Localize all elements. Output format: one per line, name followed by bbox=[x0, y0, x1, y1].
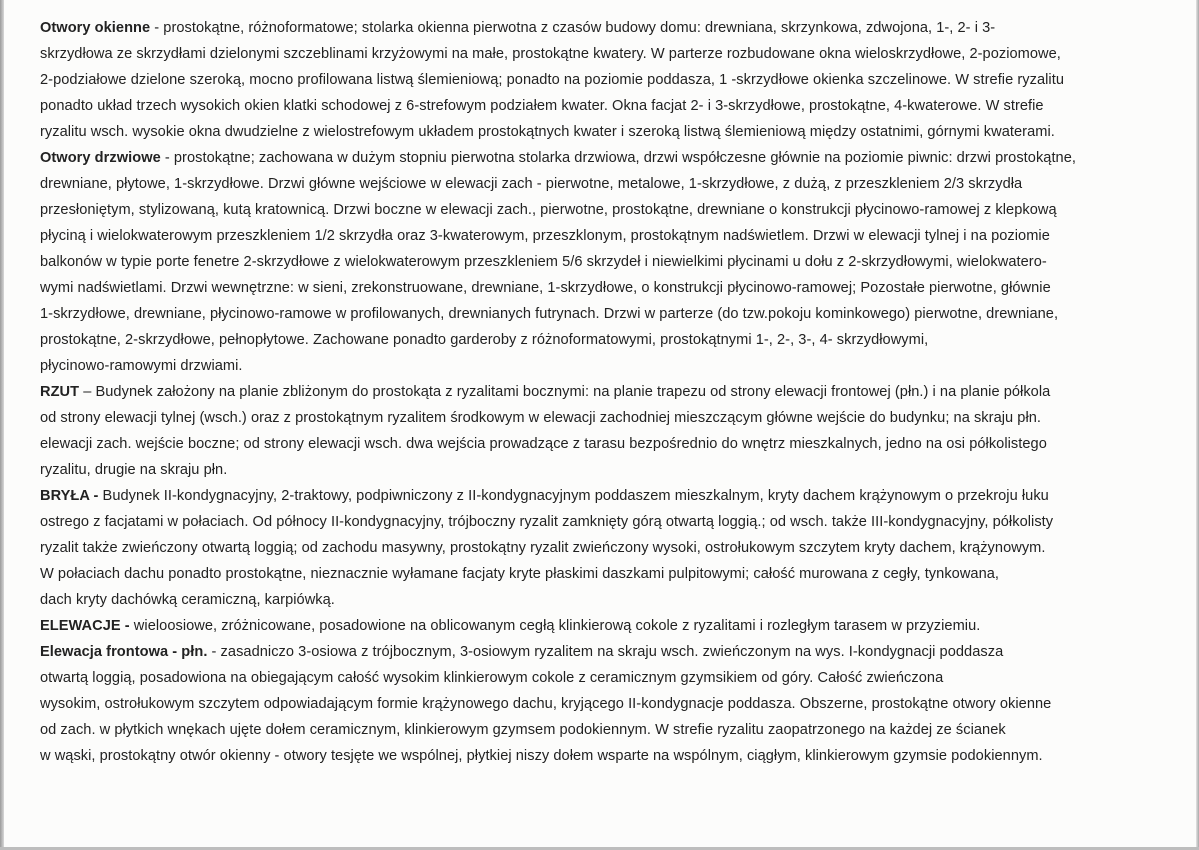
text-line bbox=[40, 303, 1058, 326]
text-line bbox=[40, 95, 1044, 118]
section-heading: Elewacja frontowa - płn. bbox=[40, 644, 208, 660]
text-line bbox=[40, 719, 1006, 742]
text-line bbox=[40, 459, 227, 482]
section-heading: Otwory okienne bbox=[40, 20, 151, 36]
line-text: - zasadniczo 3-osiowa z trójbocznym, 3-osiowym ryzalitem na skraju wsch. zwieńczonym na wys. I-kondygnacji poddasza bbox=[207, 644, 1004, 660]
line-text: balkonów w typie porte fenetre 2-skrzydłowe z wielokwaterowym przeszkleniem 5/6 skrzydeł i niewielkimi płycinami u dołu z 2-skrzydłowymi, wielokwatero- bbox=[40, 254, 1047, 270]
line-text: – Budynek założony na planie zbliżonym do prostokąta z ryzalitami bocznymi: na planie trapezu od strony elewacji frontowej (płn.) i na planie półkola bbox=[79, 384, 1051, 400]
text-line bbox=[40, 147, 1076, 170]
text-line bbox=[40, 355, 243, 378]
text-line bbox=[40, 641, 1003, 664]
text-line bbox=[40, 277, 1051, 300]
line-text: ryzalit także zwieńczony otwartą loggią; od zachodu masywny, prostokątny ryzalit zwieńczony wysoki, ostrołukowym szczytem kryty dachem, krążynowym. bbox=[40, 540, 1046, 556]
section-heading: BRYŁA - bbox=[40, 488, 99, 504]
line-text: W połaciach dachu ponadto prostokątne, nieznacznie wyłamane facjaty kryte płaskimi daszkami pulpitowymi; całość murowana z cegły, tynkowana, bbox=[40, 566, 1000, 582]
line-text: 1-skrzydłowe, drewniane, płycinowo-ramowe w profilowanych, drewnianych futrynach. Drzwi w parterze (do tzw.pokoju kominkowego) pierwotne, drewniane, bbox=[40, 306, 1059, 322]
line-text: otwartą loggią, posadowiona na obiegającym całość wysokim klinkierowym cokole z ceramicznym gzymsikiem od góry. Całość zwieńczona bbox=[40, 670, 944, 686]
line-text: drewniane, płytowe, 1-skrzydłowe. Drzwi główne wejściowe w elewacji zach - pierwotne, metalowe, 1-skrzydłowe, z dużą, z przeszkleniem 2/3 skrzydła bbox=[40, 176, 1023, 192]
text-line bbox=[40, 537, 1045, 560]
line-text: elewacji zach. wejście boczne; od strony elewacji wsch. dwa wejścia prowadzące z tarasu bezpośrednio do wnętrz mieszkalnych, jedno na osi półkolistego bbox=[40, 436, 1047, 452]
line-text: ponadto układ trzech wysokich okien klatki schodowej z 6-strefowym podziałem kwater. Okna facjat 2- i 3-skrzydłowe, prostokątne, 4-kwaterowe. W strefie bbox=[40, 98, 1044, 114]
line-text: w wąski, prostokątny otwór okienny - otwory tesjęte we wspólnej, płytkiej niszy dołem wsparte na wspólnym, ciągłym, klinkierowym gzymsie podokiennym. bbox=[40, 748, 1043, 764]
scan-edge-left bbox=[0, 0, 4, 850]
text-line bbox=[40, 407, 1041, 430]
line-text: dach kryty dachówką ceramiczną, karpiówką. bbox=[40, 592, 335, 608]
text-line bbox=[40, 511, 1053, 534]
line-text: wieloosiowe, zróżnicowane, posadowione na oblicowanym cegłą klinkierową cokole z ryzalitami i rozległym tarasem w przyziemiu. bbox=[129, 618, 981, 634]
text-line bbox=[40, 43, 1061, 66]
line-text: skrzydłowa ze skrzydłami dzielonymi szczeblinami krzyżowymi na małe, prostokątne kwatery. W parterze rozbudowane okna wieloskrzydłowe, 2-poziomowe, bbox=[40, 46, 1061, 62]
section-heading: ELEWACJE - bbox=[40, 618, 130, 634]
text-line bbox=[40, 589, 335, 612]
text-line bbox=[40, 17, 995, 40]
section-heading: RZUT bbox=[40, 384, 80, 400]
text-line bbox=[40, 745, 1043, 768]
line-text: 2-podziałowe dzielone szeroką, mocno profilowana listwą ślemieniową; ponadto na poziomie poddasza, 1 -skrzydłowe okienka szczelinowe. W strefie ryzalitu bbox=[40, 72, 1064, 88]
line-text: Budynek II-kondygnacyjny, 2-traktowy, podpiwniczony z II-kondygnacyjnym poddaszem mieszkalnym, kryty dachem krążynowym o przekroju łuku bbox=[98, 488, 1049, 504]
text-line bbox=[40, 121, 1055, 144]
line-text: od zach. w płytkich wnękach ujęte dołem ceramicznym, klinkierowym gzymsem podokiennym. W strefie ryzalitu zaopatrzonego na każdej ze ścianek bbox=[40, 722, 1006, 738]
text-line bbox=[40, 615, 980, 638]
text-line bbox=[40, 69, 1064, 92]
text-line bbox=[40, 225, 1050, 248]
line-text: wymi nadświetlami. Drzwi wewnętrzne: w sieni, zrekonstruowane, drewniane, 1-skrzydłowe, o konstrukcji płycinowo-ramowej; Pozostałe pierwotne, głównie bbox=[40, 280, 1051, 296]
line-text: przesłoniętym, stylizowaną, kutą kratownicą. Drzwi boczne w elewacji zach., pierwotne, prostokątne, drewniane o konstrukcji płycinowo-ramowej z klepkową bbox=[40, 202, 1057, 218]
text-line bbox=[40, 251, 1047, 274]
text-line bbox=[40, 667, 943, 690]
text-line bbox=[40, 433, 1047, 456]
text-line bbox=[40, 563, 999, 586]
line-text: ryzalitu, drugie na skraju płn. bbox=[40, 462, 228, 478]
line-text: płyciną i wielokwaterowym przeszkleniem 1/2 skrzydła oraz 3-kwaterowym, przeszklonym, prostokątnym nadświetlem. Drzwi w elewacji tylnej i na poziomie bbox=[40, 228, 1050, 244]
line-text: wysokim, ostrołukowym szczytem odpowiadającym formie krążynowego dachu, kryjącego II-kondygnacje poddasza. Obszerne, prostokątne otwory okienne bbox=[40, 696, 1052, 712]
line-text: - prostokątne; zachowana w dużym stopniu pierwotna stolarka drzwiowa, drzwi współczesne głównie na poziomie piwnic: drzwi prostokątne, bbox=[160, 150, 1076, 166]
text-line bbox=[40, 173, 1022, 196]
line-text: - prostokątne, różnoformatowe; stolarka okienna pierwotna z czasów budowy domu: drewniana, skrzynkowa, zdwojona, 1-, 2- i 3- bbox=[150, 20, 996, 36]
text-line bbox=[40, 485, 1049, 508]
line-text: ostrego z facjatami w połaciach. Od północy II-kondygnacyjny, trójboczny ryzalit zamknięty górą otwartą loggią.; od wsch. także III-kondygnacyjny, półkolisty bbox=[40, 514, 1054, 530]
text-line bbox=[40, 381, 1050, 404]
text-line bbox=[40, 693, 1051, 716]
line-text: od strony elewacji tylnej (wsch.) oraz z prostokątnym ryzalitem środkowym w elewacji zachodniej mieszczącym główne wejście do budynku; na skraju płn. bbox=[40, 410, 1042, 426]
section-heading: Otwory drzwiowe bbox=[40, 150, 161, 166]
text-line bbox=[40, 199, 1057, 222]
line-text: prostokątne, 2-skrzydłowe, pełnopłytowe. Zachowane ponadto garderoby z różnoformatowymi, prostokątnymi 1-, 2-, 3-, 4- skrzydłowymi, bbox=[40, 332, 929, 348]
text-line bbox=[40, 329, 928, 352]
line-text: płycinowo-ramowymi drzwiami. bbox=[40, 358, 243, 374]
line-text: ryzalitu wsch. wysokie okna dwudzielne z wielostrefowym układem prostokątnych kwater i szeroką listwą ślemieniową między ostatnimi, górnymi kwaterami. bbox=[40, 124, 1055, 140]
